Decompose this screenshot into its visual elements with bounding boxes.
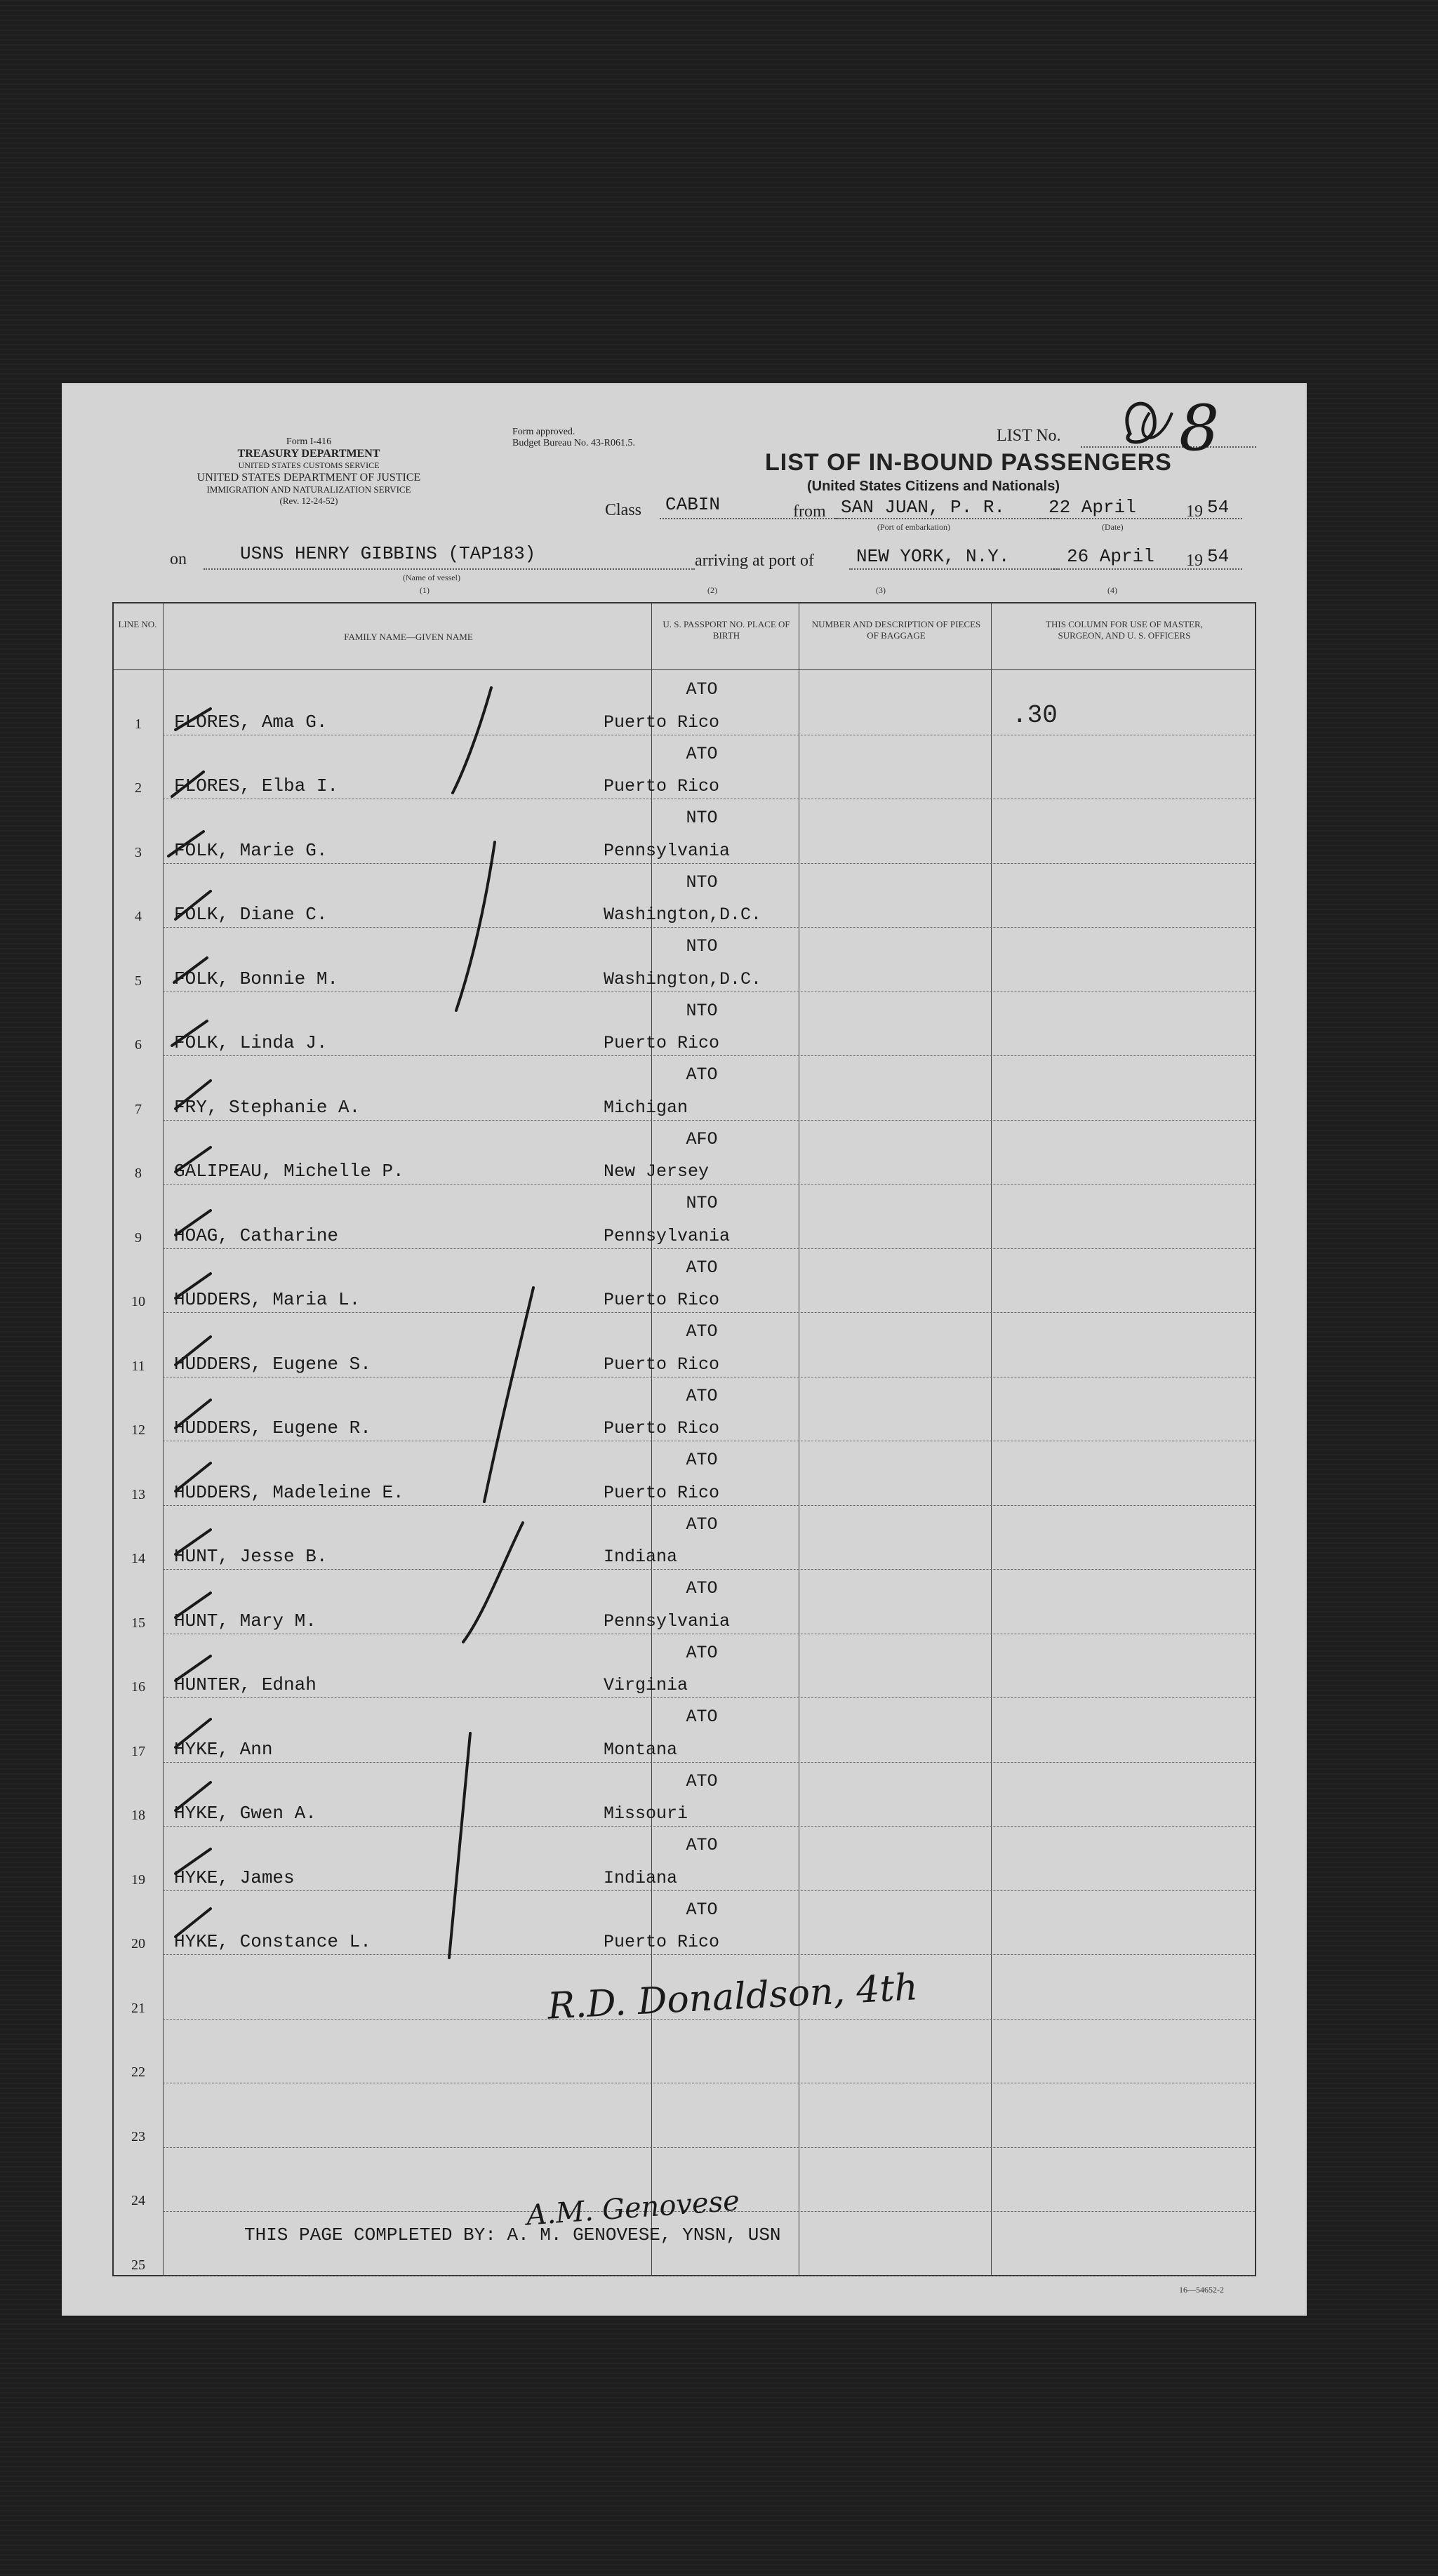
row-line-number: 22 [131, 2064, 145, 2080]
passenger-name: FOLK, Bonnie M. [174, 968, 339, 989]
page-title: LIST OF IN-BOUND PASSENGERS [765, 449, 1172, 476]
place-of-birth: New Jersey [604, 1161, 710, 1182]
place-of-birth: Puerto Rico [604, 1354, 720, 1375]
place-of-birth: Michigan [604, 1097, 688, 1118]
column-caption-1: (1) [420, 585, 430, 595]
passport-status: AFO [686, 1128, 718, 1149]
row-line-number: 2 [135, 780, 142, 796]
customs-service: UNITED STATES CUSTOMS SERVICE [238, 460, 380, 470]
row-line-number: 11 [131, 1358, 145, 1374]
passport-status: NTO [686, 1000, 718, 1021]
list-number-value: 8 [1179, 392, 1220, 465]
year-prefix: 19 [1186, 502, 1203, 521]
page-subtitle: (United States Citizens and Nationals) [806, 479, 1060, 494]
row-line-number: 1 [135, 716, 142, 732]
passenger-name: HUNT, Mary M. [174, 1610, 317, 1631]
arrival-year-prefix: 19 [1186, 552, 1203, 570]
passenger-name: GALIPEAU, Michelle P. [174, 1161, 404, 1182]
row-line-number: 21 [131, 2000, 145, 2016]
year-value: 54 [1207, 497, 1230, 518]
column-header-passport: U. S. PASSPORT NO. PLACE OF BIRTH [663, 619, 790, 641]
page-completed-by: THIS PAGE COMPLETED BY: A. M. GENOVESE, YNSN, USN [244, 2224, 781, 2245]
passenger-name: HUDDERS, Madeleine E. [174, 1481, 404, 1503]
passport-status: ATO [686, 743, 718, 764]
embarkation-date-value: 22 April [1048, 497, 1136, 518]
arrival-port-line [849, 568, 1060, 570]
passport-status: NTO [686, 936, 718, 956]
passenger-name: FOLK, Diane C. [174, 904, 328, 925]
passenger-table [112, 602, 1256, 2276]
row-line-number: 9 [135, 1229, 142, 1246]
row-line-number: 15 [131, 1615, 145, 1631]
port-caption: (Port of embarkation) [877, 522, 950, 532]
row-line-number: 20 [131, 1936, 145, 1951]
table-row [114, 1570, 1255, 1634]
column-caption-2: (2) [707, 585, 717, 595]
place-of-birth: Indiana [604, 1547, 678, 1567]
vessel-name-value: USNS HENRY GIBBINS (TAP183) [240, 543, 536, 564]
row-line-number: 24 [131, 2193, 145, 2208]
passenger-name: HUDDERS, Eugene S. [174, 1353, 371, 1375]
place-of-birth: Puerto Rico [604, 1418, 720, 1439]
column-header-line-no: LINE NO. [118, 619, 157, 629]
table-row [114, 1184, 1255, 1249]
column-caption-3: (3) [876, 585, 886, 595]
table-row [114, 1377, 1255, 1442]
table-row [114, 1698, 1255, 1763]
table-row [114, 992, 1255, 1057]
table-row [114, 2020, 1255, 2084]
row-line-number: 13 [131, 1486, 145, 1502]
port-of-embarkation-value: SAN JUAN, P. R. [841, 497, 1006, 518]
passenger-name: FRY, Stephanie A. [174, 1096, 361, 1118]
row-line-number: 18 [131, 1808, 145, 1823]
table-row [114, 735, 1255, 800]
row-line-number: 17 [131, 1743, 145, 1759]
place-of-birth: Puerto Rico [604, 1290, 720, 1310]
on-label: on [170, 550, 187, 568]
place-of-birth: Missouri [604, 1803, 688, 1824]
arrival-year-value: 54 [1207, 546, 1230, 567]
passenger-name: HYKE, Constance L. [174, 1931, 371, 1952]
place-of-birth: Montana [604, 1739, 678, 1760]
passport-status: ATO [686, 1514, 718, 1535]
passport-status: ATO [686, 1321, 718, 1342]
form-approved: Form approved. [512, 427, 575, 437]
passport-status: ATO [686, 1450, 718, 1470]
table-row [114, 1056, 1255, 1121]
place-of-birth: Puerto Rico [604, 712, 720, 733]
passenger-name: HUDDERS, Maria L. [174, 1289, 361, 1310]
immigration-service: IMMIGRATION AND NATURALIZATION SERVICE [206, 484, 411, 495]
passenger-name: HUNTER, Ednah [174, 1674, 317, 1695]
row-line-number: 6 [135, 1037, 142, 1053]
passport-status: ATO [686, 1642, 718, 1663]
place-of-birth: Washington,D.C. [604, 968, 762, 989]
table-row [114, 799, 1255, 864]
passport-status: ATO [686, 1065, 718, 1085]
passenger-name: HYKE, Gwen A. [174, 1803, 317, 1824]
vessel-caption: (Name of vessel) [403, 573, 460, 582]
header-divider [114, 669, 1255, 670]
column-header-baggage: NUMBER AND DESCRIPTION OF PIECES OF BAGGAGE [811, 619, 981, 641]
table-row [114, 1313, 1255, 1377]
table-row [114, 1827, 1255, 1891]
table-row [114, 1249, 1255, 1314]
from-label: from [793, 502, 826, 521]
place-of-birth: Puerto Rico [604, 1482, 720, 1503]
row-line-number: 5 [135, 973, 142, 989]
class-value: CABIN [665, 494, 721, 515]
place-of-birth: Pennsylvania [604, 1225, 731, 1246]
row-line-number: 23 [131, 2128, 145, 2144]
port-line [835, 518, 1060, 519]
passport-status: ATO [686, 1385, 718, 1406]
table-row [114, 1891, 1255, 1956]
passenger-name: HOAG, Catharine [174, 1224, 339, 1246]
master-signature: R.D. Donaldson, 4th [546, 1966, 919, 2028]
passenger-name: HYKE, James [174, 1867, 295, 1888]
passport-status: ATO [686, 1899, 718, 1920]
row-line-number: 4 [135, 909, 142, 924]
table-row [114, 1634, 1255, 1699]
place-of-birth: Washington,D.C. [604, 905, 762, 925]
department-of-justice: UNITED STATES DEPARTMENT OF JUSTICE [197, 472, 421, 483]
officer-note: .30 [1012, 700, 1058, 730]
class-label: Class [605, 501, 642, 519]
arrival-date-line [1053, 568, 1242, 570]
passport-status: ATO [686, 1578, 718, 1599]
row-line-number: 7 [135, 1101, 142, 1117]
passport-status: NTO [686, 1193, 718, 1213]
arriving-label: arriving at port of [695, 552, 814, 570]
table-row [114, 928, 1255, 992]
table-row [114, 671, 1255, 735]
arrival-port-value: NEW YORK, N.Y. [856, 546, 1010, 567]
place-of-birth: Pennsylvania [604, 840, 731, 861]
row-line-number: 12 [131, 1422, 145, 1438]
passport-status: ATO [686, 1707, 718, 1727]
place-of-birth: Puerto Rico [604, 776, 720, 796]
row-line-number: 16 [131, 1679, 145, 1695]
passport-status: NTO [686, 808, 718, 828]
place-of-birth: Puerto Rico [604, 1932, 720, 1952]
place-of-birth: Virginia [604, 1675, 688, 1695]
passenger-name: FLORES, Elba I. [174, 775, 339, 796]
row-line-number: 10 [131, 1294, 145, 1309]
passenger-name: FOLK, Marie G. [174, 839, 328, 861]
column-header-officers: THIS COLUMN FOR USE OF MASTER, SURGEON, AND U. S. OFFICERS [1046, 619, 1203, 641]
passenger-name: HUDDERS, Eugene R. [174, 1417, 371, 1439]
passport-status: NTO [686, 872, 718, 893]
passport-status: ATO [686, 1257, 718, 1278]
column-header-name: FAMILY NAME—GIVEN NAME [344, 632, 473, 642]
passport-status: ATO [686, 1770, 718, 1791]
table-row [114, 1121, 1255, 1185]
date-caption: (Date) [1102, 522, 1124, 532]
passport-status: ATO [686, 679, 718, 700]
row-line-number: 25 [131, 2257, 145, 2273]
table-row [114, 864, 1255, 928]
budget-bureau-number: Budget Bureau No. 43-R061.5. [512, 438, 635, 448]
treasury-department: TREASURY DEPARTMENT [237, 448, 380, 460]
date-line [1039, 518, 1242, 519]
passenger-name: FLORES, Ama G. [174, 711, 328, 733]
column-caption-4: (4) [1107, 585, 1117, 595]
passenger-name: FOLK, Linda J. [174, 1032, 328, 1053]
table-row [114, 1441, 1255, 1506]
place-of-birth: Indiana [604, 1867, 678, 1888]
vessel-line [204, 568, 695, 570]
clerk-signature: A.M. Genovese [525, 2184, 741, 2232]
arrival-date-value: 26 April [1067, 546, 1154, 567]
passenger-name: HUNT, Jesse B. [174, 1546, 328, 1567]
row-line-number: 19 [131, 1871, 145, 1888]
row-line-number: 8 [135, 1166, 142, 1181]
passenger-name: HYKE, Ann [174, 1738, 273, 1760]
list-number-line [1081, 446, 1256, 448]
table-row [114, 1763, 1255, 1827]
place-of-birth: Puerto Rico [604, 1033, 720, 1053]
form-number: Form I-416 [286, 436, 332, 447]
table-row [114, 1506, 1255, 1570]
row-line-number: 14 [131, 1551, 145, 1566]
place-of-birth: Pennsylvania [604, 1610, 731, 1631]
table-row [114, 2083, 1255, 2148]
revision-date: (Rev. 12-24-52) [279, 495, 338, 506]
passport-status: ATO [686, 1835, 718, 1855]
list-number-label: LIST No. [997, 427, 1061, 445]
row-line-number: 3 [135, 844, 142, 860]
form-code: 16—54652-2 [1179, 2285, 1224, 2295]
